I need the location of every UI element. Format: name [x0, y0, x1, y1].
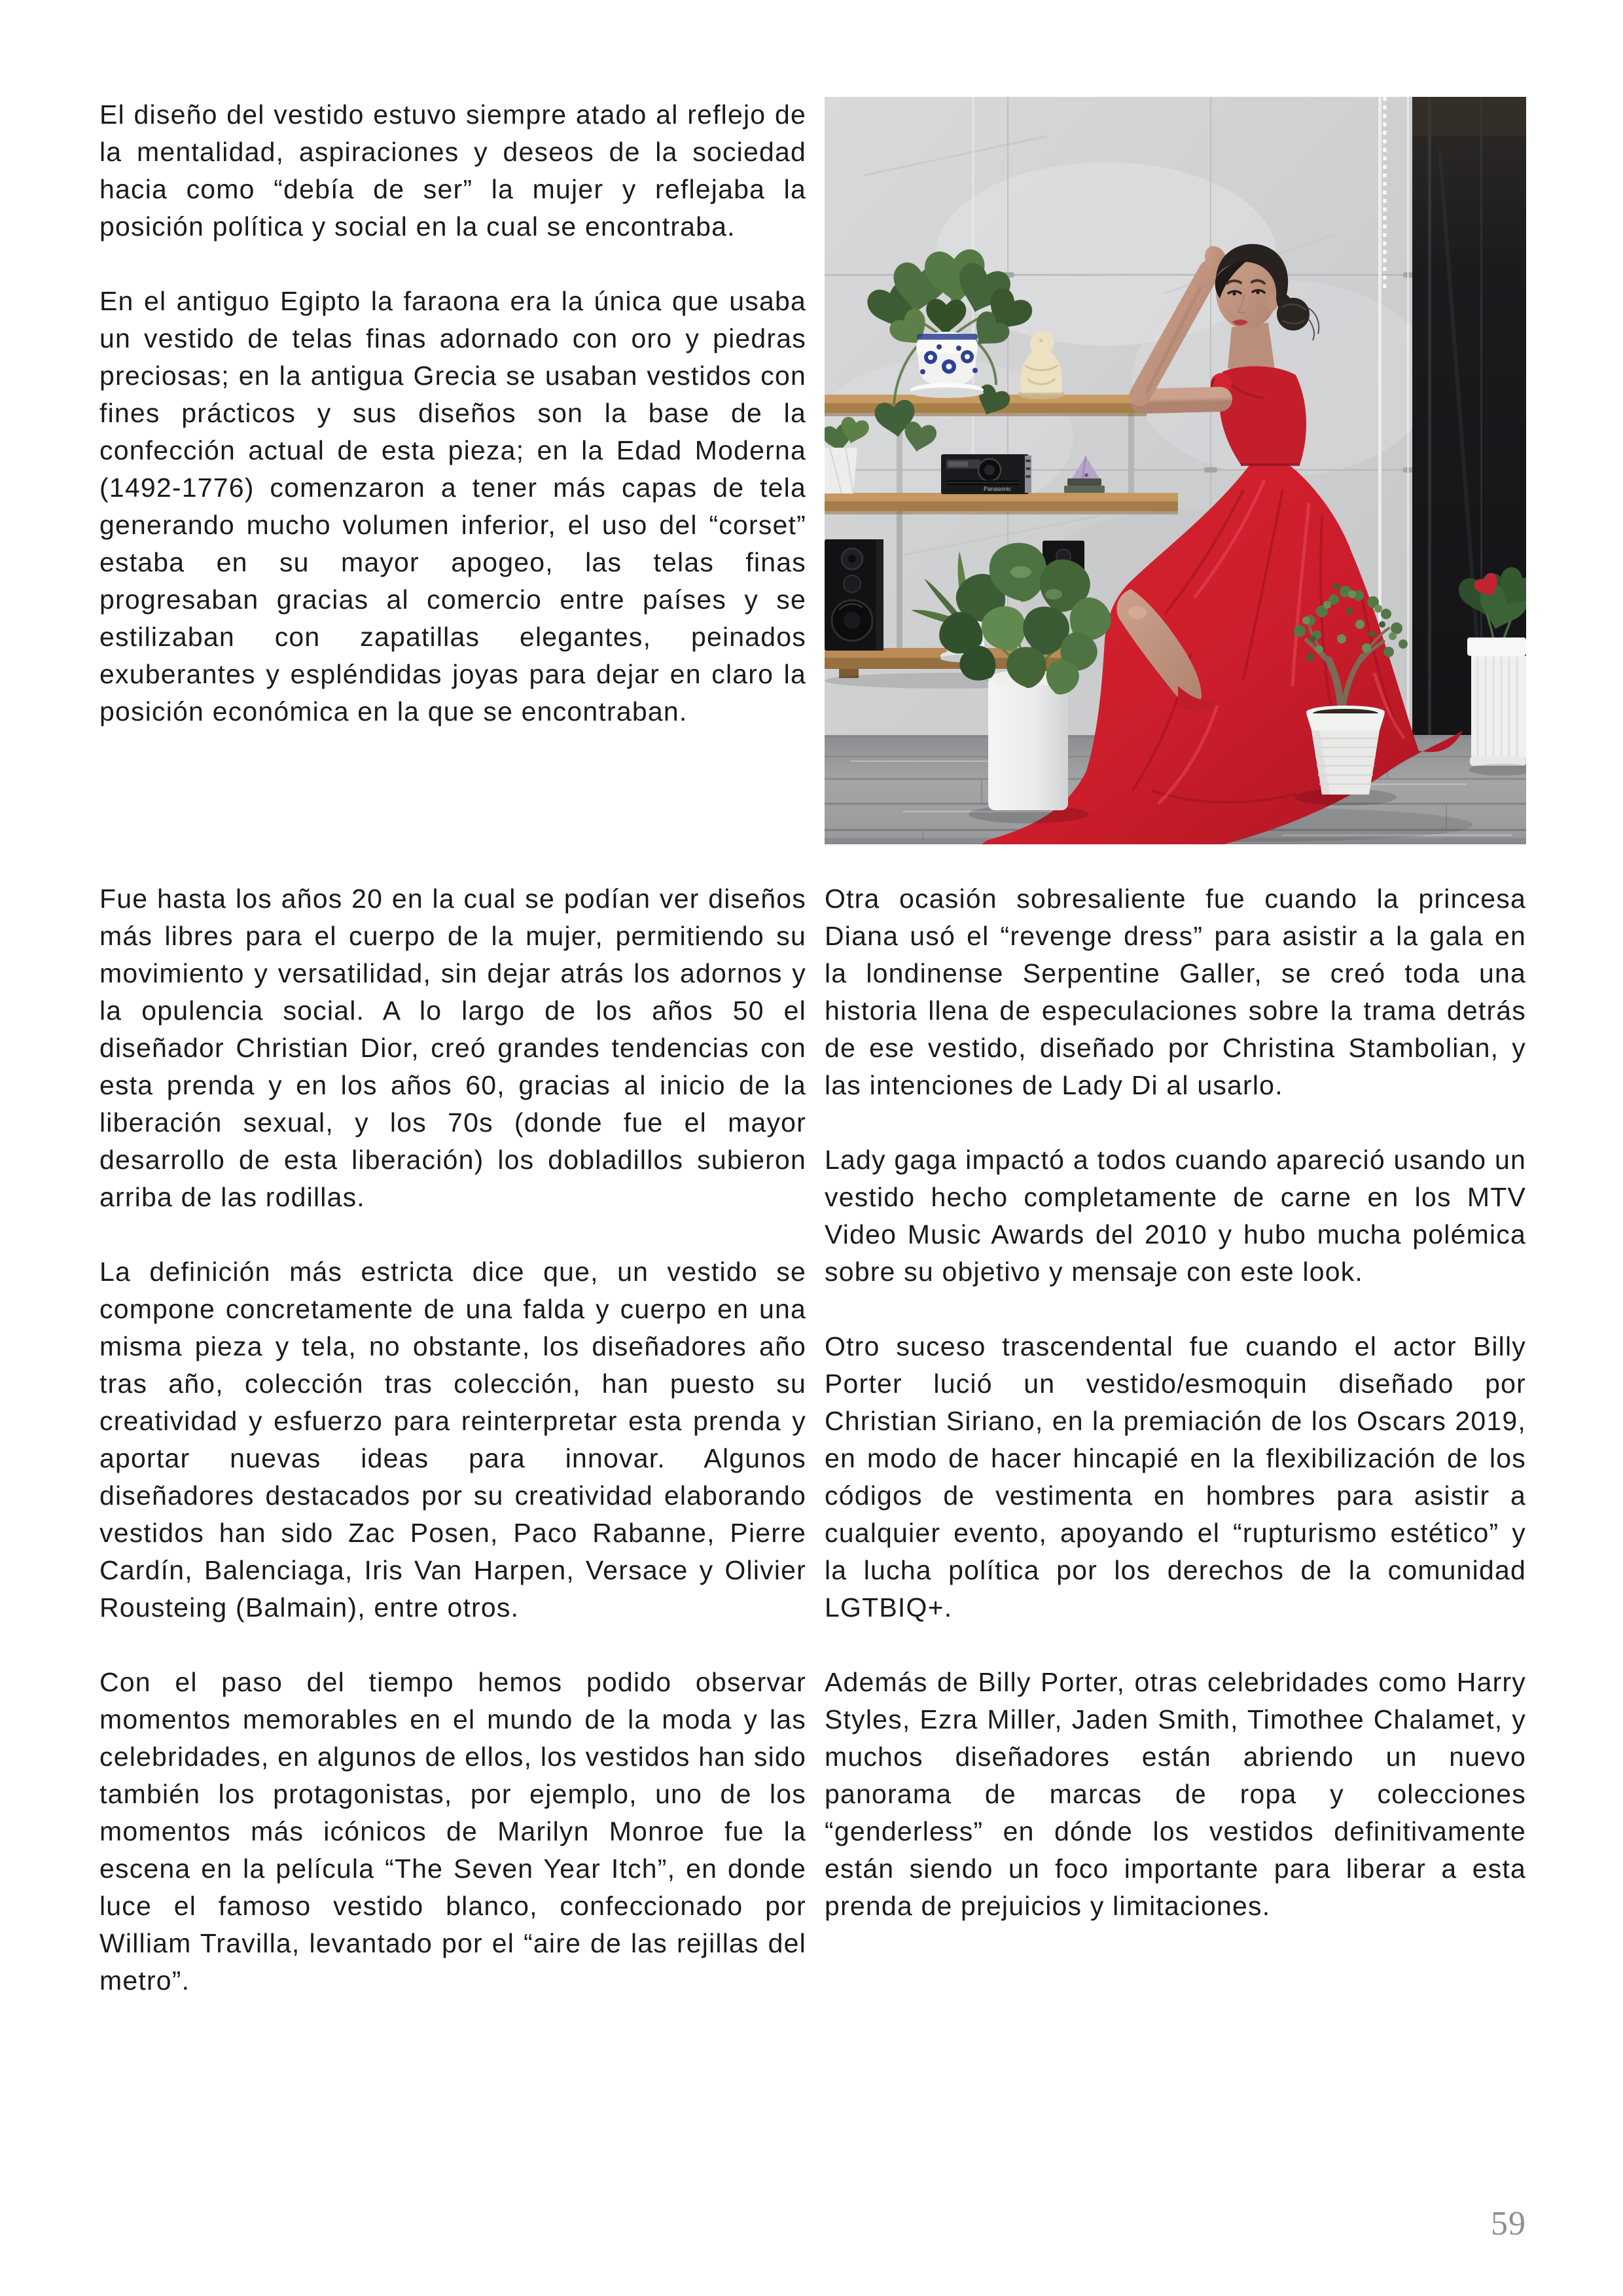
right-column-bottom: [825, 880, 1526, 1925]
left-column-bottom: [99, 880, 806, 2000]
paragraph-1920s-liberation: Fue hasta los años 20 en la cual se podían ver diseños más libres para el cuerpo de la mujer, permitiendo su movimiento y versatilidad, sin dejar atrás los adornos y la opulencia social. A lo largo de los años 50 el diseñador Christian Dior, creó grandes tendencias con esta prenda y en los años 60, gracias al inicio de la liberación sexual, y los 70s (donde fue el mayor desarrollo de esta liberación) los dobladillos subieron arriba de las rodillas.: [99, 884, 806, 1212]
page-number: 59: [1491, 2205, 1526, 2242]
paragraph-genderless-collections: Además de Billy Porter, otras celebridades como Harry Styles, Ezra Miller, Jaden Smith, Timothee Chalamet, y muchos diseñadores están abriendo un nuevo panorama de marcas de ropa y colecciones “genderless” en dónde los vestidos definitivamente están siendo un foco importante para liberar a esta prenda de prejuicios y limitaciones.: [825, 1667, 1526, 1921]
paragraph-definition-designers: La definición más estricta dice que, un vestido se compone concretamente de una falda y cuerpo en una misma pieza y tela, no obstante, los diseñadores año tras año, colección tras colección, han puesto su creatividad y esfuerzo para reinterpretar esta prenda y aportar nuevas ideas para innovar. Algunos diseñadores destacados por su creatividad elaborando vestidos han sido Zac Posen, Paco Rabanne, Pierre Cardín, Balenciaga, Iris Van Harpen, Versace y Olivier Rousteing (Balmain), entre otros.: [99, 1257, 806, 1623]
photo-illustration: [825, 97, 1526, 844]
paragraph-diana-revenge-dress: Otra ocasión sobresaliente fue cuando la princesa Diana usó el “revenge dress” para asistir a la gala en la londinense Serpentine Galler, se creó toda una historia llena de especulaciones sobre la trama detrás de ese vestido, diseñado por Christina Stambolian, y las intenciones de Lady Di al usarlo.: [825, 884, 1526, 1100]
panasonic-stereo: [941, 454, 1031, 494]
paragraph-dress-design-intro: El diseño del vestido estuvo siempre atado al reflejo de la mentalidad, aspiraciones y deseos de la sociedad hacia como “debía de ser” la mujer y reflejaba la posición política y social en la cual se encontraba.: [99, 99, 806, 242]
woman-in-red-dress-photo: [825, 97, 1526, 844]
red-dress-bodice: [1219, 367, 1306, 465]
paragraph-billy-porter-oscars: Otro suceso trascendental fue cuando el actor Billy Porter lució un vestido/esmoquin diseñado por Christian Siriano, en la premiación de los Oscars 2019, en modo de hacer hincapié en la flexibilización de los códigos de vestimenta en hombres para asistir a cualquier evento, apoyando el “rupturismo estético” y la lucha política por los derechos de la comunidad LGTBIQ+.: [825, 1331, 1526, 1623]
hair-bun: [1277, 298, 1310, 331]
speaker-large: [825, 539, 883, 651]
paragraph-marilyn-monroe: Con el paso del tiempo hemos podido observar momentos memorables en el mundo de la moda y las celebridades, en algunos de ellos, los vestidos han sido también los protagonistas, por ejemplo, uno de los momentos más icónicos de Marilyn Monroe fue la escena en la película “The Seven Year Itch”, en donde luce el famoso vestido blanco, confeccionado por William Travilla, levantado por el “aire de las rejillas del metro”.: [99, 1667, 806, 1996]
paragraph-lady-gaga-meat-dress: Lady gaga impactó a todos cuando apareció usando un vestido hecho completamente de carne en los MTV Video Music Awards del 2010 y hubo mucha polémica sobre su objetivo y mensaje con este look.: [825, 1145, 1526, 1287]
left-column-top: [99, 96, 806, 730]
stereo-brand-label: Panasonic: [984, 486, 1012, 492]
paragraph-history-egypt-greece: En el antiguo Egipto la faraona era la única que usaba un vestido de telas finas adornado con oro y piedras preciosas; en la antigua Grecia se usaban vestidos con fines prácticos y sus diseños son la base de la confección actual de esta pieza; en la Edad Moderna (1492-1776) comenzaron a tener más capas de tela generando mucho volumen inferior, el uso del “corset” estaba en su mayor apogeo, las telas finas progresaban gracias al comercio entre países y se estilizaban con zapatillas elegantes, peinados exuberantes y espléndidas joyas para dejar en claro la posición económica en la que se encontraban.: [99, 286, 806, 726]
